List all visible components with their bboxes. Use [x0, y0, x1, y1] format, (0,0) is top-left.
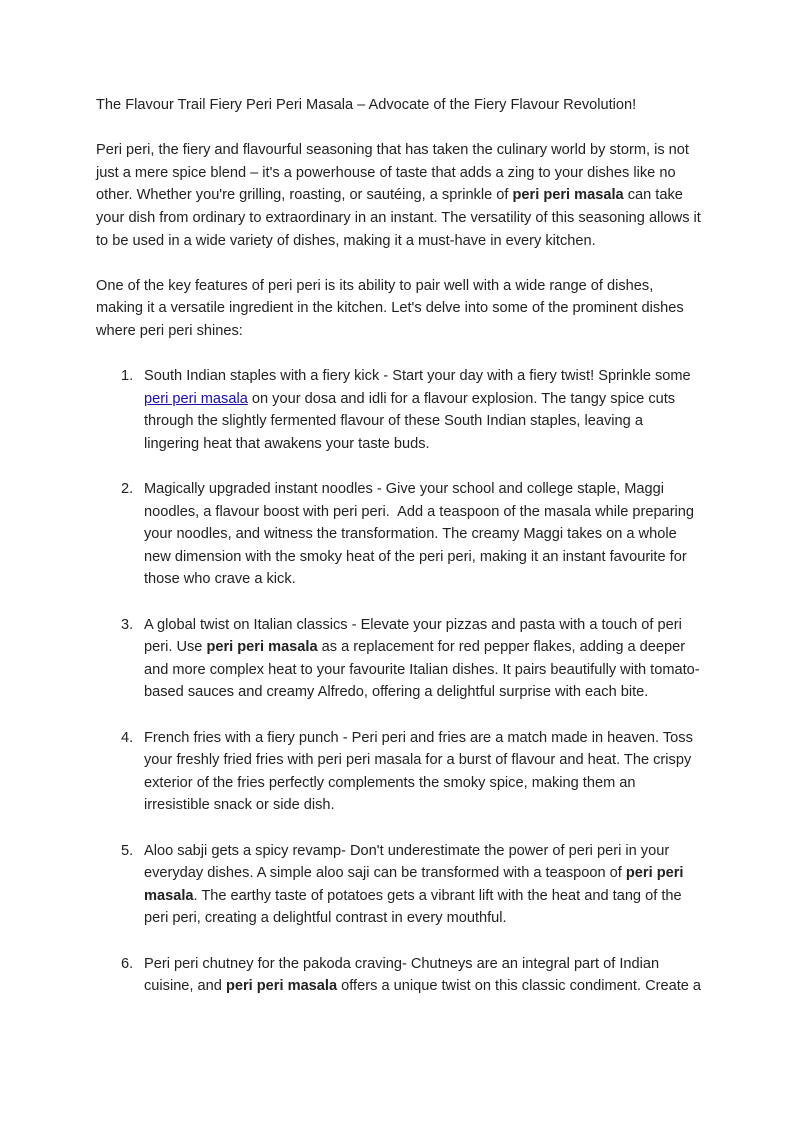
list-number: 6. — [121, 955, 134, 972]
list-item-text: Magically upgraded instant noodles - Give your school and college staple, Maggi noodles, a flavour boost with peri peri. Add a teaspoon of the masala while preparing your noodles, and witness the transformation. The creamy Maggi takes on a whole new dimension with the smoky heat of the peri peri, making it an instant favourite for those who crave a kick. — [144, 481, 695, 588]
list-item — [96, 840, 702, 930]
list-item-text-pre: A global twist on Italian classics - Elevate your pizzas and pasta with a touch of peri peri. Use — [144, 616, 682, 656]
peri-peri-masala-link[interactable]: peri peri masala — [144, 390, 248, 407]
list-item-text-pre: South Indian staples with a fiery kick - Start your day with a fiery twist! Sprinkle some — [144, 368, 691, 385]
list-number: 1. — [121, 368, 134, 385]
list-item-text-pre: Peri peri chutney for the pakoda craving- Chutneys are an integral part of Indian cuisine, and — [144, 955, 660, 995]
list-item — [96, 727, 702, 817]
list-item-text-post: offers a unique twist on this classic condiment. Create a — [337, 978, 702, 995]
intro-paragraph — [96, 139, 702, 252]
list-item — [96, 953, 702, 998]
intro-text-pre: Peri peri, the fiery and flavourful seasoning that has taken the culinary world by storm, is not just a mere spice blend – it's a powerhouse of taste that adds a zing to your dishes like no other. Whether you're grilling, roasting, or sautéing, a sprinkle of — [96, 142, 689, 204]
document-body — [96, 94, 702, 1020]
list-item — [96, 478, 702, 591]
list-item-text-post: . The earthy taste of potatoes gets a vibrant lift with the heat and tang of the peri peri, creating a delightful contrast in every mouthful. — [144, 887, 682, 927]
list-number: 4. — [121, 729, 134, 746]
dishes-list — [96, 365, 702, 998]
list-item-bold-term: peri peri masala — [144, 865, 684, 904]
list-item — [96, 365, 702, 455]
list-item — [96, 614, 702, 704]
list-item-text-post: on your dosa and idli for a flavour explosion. The tangy spice cuts through the slightly fermented flavour of these South Indian staples, leaving a lingering heat that awakens your taste buds. — [144, 390, 676, 452]
list-item-bold-term: peri peri masala — [225, 978, 338, 995]
list-number: 5. — [121, 842, 134, 859]
list-item-bold-term: peri peri masala — [206, 639, 318, 656]
list-item-text-post: as a replacement for red pepper flakes, adding a deeper and more complex heat to your favourite Italian dishes. It pairs beautifully with tomato-based sauces and creamy Alfredo, offering a delightful surprise with each bite. — [144, 639, 700, 701]
list-number: 3. — [121, 616, 134, 633]
intro-bold-term: peri peri masala — [512, 187, 624, 204]
list-number: 2. — [121, 481, 134, 498]
dishes-intro-paragraph: One of the key features of peri peri is its ability to pair well with a wide range of dishes, making it a versatile ingredient in the kitchen. Let's delve into some of the prominent dishes where peri peri shines: — [96, 277, 684, 339]
list-item-text-pre: Aloo sabji gets a spicy revamp- Don't underestimate the power of peri peri in your everyday dishes. A simple aloo saji can be transformed with a teaspoon of — [144, 842, 670, 882]
intro-text-post: can take your dish from ordinary to extraordinary in an instant. The versatility of this seasoning allows it to be used in a wide variety of dishes, making it a must-have in every kitchen. — [96, 187, 701, 249]
list-item-text: French fries with a fiery punch - Peri peri and fries are a match made in heaven. Toss your freshly fried fries with peri peri masala for a burst of flavour and heat. The crispy exterior of the fries perfectly complements the smoky spice, making them an irresistible snack or side dish. — [144, 729, 693, 814]
document-title: The Flavour Trail Fiery Peri Peri Masala – Advocate of the Fiery Flavour Revolution! — [96, 97, 637, 113]
